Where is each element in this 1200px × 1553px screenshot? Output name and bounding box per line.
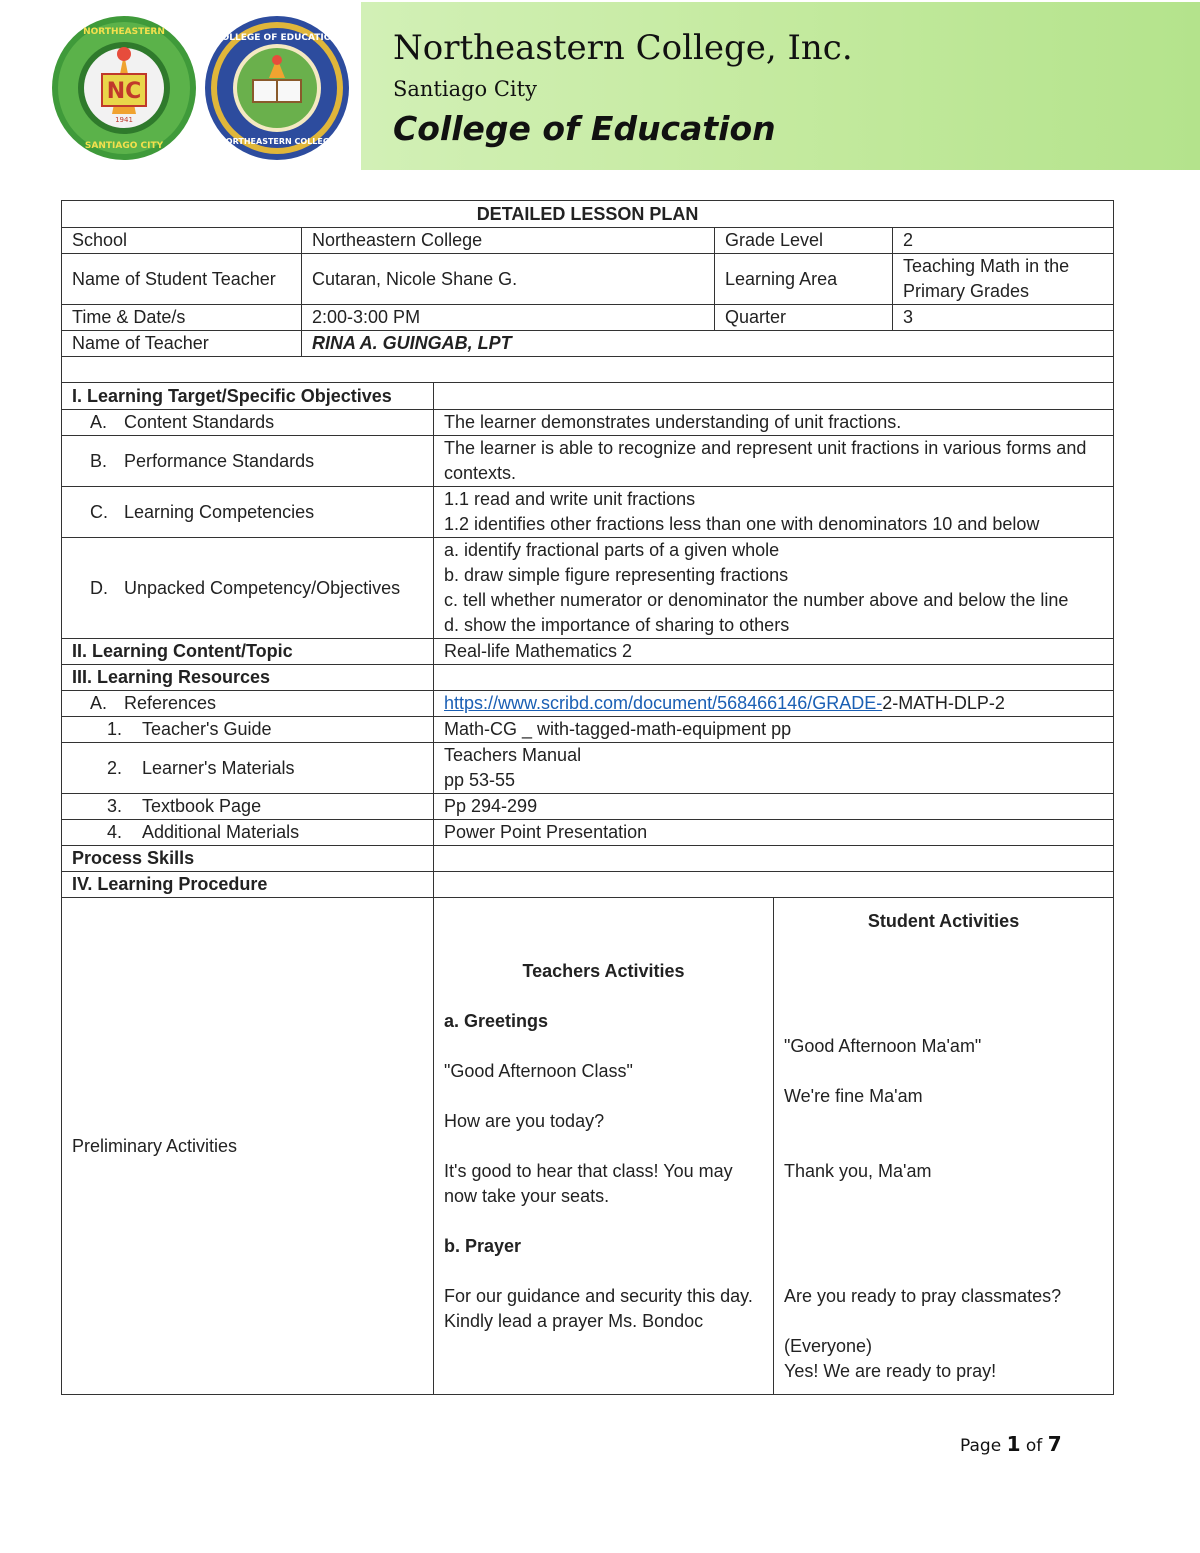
greetings-heading: a. Greetings (444, 1010, 549, 1031)
objective-line: c. tell whether numerator or denominator the number above and below the line (444, 590, 1069, 610)
student-activities-cell (774, 898, 1114, 1395)
learning-resources-heading: III. Learning Resources (62, 665, 434, 691)
svg-text:NORTHEASTERN COLLEGE: NORTHEASTERN COLLEGE (219, 137, 335, 146)
process-skills-heading: Process Skills (62, 846, 434, 872)
unpacked-competency-label (62, 538, 434, 639)
teacher-greeting: "Good Afternoon Class" (444, 1060, 633, 1081)
learning-resources-value (434, 665, 1114, 691)
additional-materials-value: Power Point Presentation (434, 820, 1114, 846)
references-link-rest: 2-MATH-DLP-2 (882, 693, 1005, 713)
learners-materials-line: pp 53-55 (444, 770, 516, 790)
performance-standards-label (62, 436, 434, 487)
learning-procedure-value (434, 872, 1114, 898)
unpacked-competency-row (62, 538, 1114, 639)
student-activities-heading: Student Activities (867, 910, 1020, 931)
teacher-response: It's good to hear that class! You may now take your seats. (444, 1160, 733, 1206)
teacher-activities-cell (434, 898, 774, 1395)
learning-procedure-row (62, 872, 1114, 898)
content-standards-value: The learner demonstrates understanding of unit fractions. (434, 410, 1114, 436)
blank-row (62, 357, 1114, 383)
references-row (62, 691, 1114, 717)
preliminary-activities-label: Preliminary Activities (62, 898, 434, 1395)
objective-line: d. show the importance of sharing to others (444, 615, 790, 635)
northeastern-college-seal-logo (50, 14, 198, 162)
learning-content-row (62, 639, 1114, 665)
time-value: 2:00-3:00 PM (302, 305, 715, 331)
content-standards-label (62, 410, 434, 436)
unpacked-competency-marker: D. (90, 577, 108, 598)
teachers-guide-marker: 1. (107, 719, 123, 739)
student-teacher-row (62, 254, 1114, 305)
time-label: Time & Date/s (62, 305, 302, 331)
page-number: 1 (1006, 1432, 1021, 1456)
school-value: Northeastern College (302, 228, 715, 254)
objective-line: a. identify fractional parts of a given whole (444, 540, 780, 560)
process-skills-row (62, 846, 1114, 872)
grade-level-value: 2 (893, 228, 1114, 254)
student-ready-answer: Yes! We are ready to pray! (784, 1360, 997, 1381)
lesson-plan-table (61, 200, 1114, 1395)
page-total: 7 (1047, 1432, 1062, 1456)
preliminary-activities-row (62, 898, 1114, 1395)
svg-text:SANTIAGO CITY: SANTIAGO CITY (84, 141, 164, 151)
unpacked-competency-value (434, 538, 1114, 639)
performance-standards-text: Performance Standards (124, 450, 315, 471)
additional-materials-label (62, 820, 434, 846)
textbook-page-row (62, 794, 1114, 820)
learning-procedure-heading: IV. Learning Procedure (62, 872, 434, 898)
competency-line: 1.1 read and write unit fractions (444, 489, 696, 509)
content-standards-marker: A. (90, 412, 108, 432)
quarter-value: 3 (893, 305, 1114, 331)
institution-city: Santiago City (393, 77, 537, 101)
teacher-prayer-request: For our guidance and security this day. Kindly lead a prayer Ms. Bondoc (444, 1285, 753, 1331)
textbook-page-value: Pp 294-299 (434, 794, 1114, 820)
svg-text:COLLEGE OF EDUCATION: COLLEGE OF EDUCATION (215, 33, 339, 43)
teachers-guide-text: Teacher's Guide (142, 719, 272, 739)
department-name: College of Education (393, 109, 776, 148)
teacher-activities-heading: Teachers Activities (522, 960, 685, 981)
learning-content-heading: II. Learning Content/Topic (62, 639, 434, 665)
page-footer (960, 1432, 1062, 1456)
of-word: of (1025, 1436, 1043, 1456)
content-standards-text: Content Standards (124, 412, 275, 432)
performance-standards-value: The learner is able to recognize and represent unit fractions in various forms and contexts. (434, 436, 1114, 487)
quarter-label: Quarter (715, 305, 893, 331)
learners-materials-row (62, 743, 1114, 794)
blank-cell (62, 357, 1114, 383)
content-standards-row (62, 410, 1114, 436)
teachers-guide-row (62, 717, 1114, 743)
school-row (62, 228, 1114, 254)
time-row (62, 305, 1114, 331)
student-fine: We're fine Ma'am (784, 1085, 923, 1106)
school-label: School (62, 228, 302, 254)
objectives-heading: I. Learning Target/Specific Objectives (62, 383, 434, 410)
institution-name: Northeastern College, Inc. (393, 28, 853, 68)
textbook-page-label (62, 794, 434, 820)
svg-text:NC: NC (106, 79, 142, 104)
teacher-row (62, 331, 1114, 357)
additional-materials-marker: 4. (107, 822, 123, 842)
student-teacher-label: Name of Student Teacher (62, 254, 302, 305)
teachers-guide-label (62, 717, 434, 743)
additional-materials-text: Additional Materials (142, 822, 300, 842)
learning-area-value: Teaching Math in the Primary Grades (893, 254, 1114, 305)
objectives-heading-value (434, 383, 1114, 410)
learning-competencies-label (62, 487, 434, 538)
learning-competencies-row (62, 487, 1114, 538)
learning-area-label: Learning Area (715, 254, 893, 305)
objective-line: b. draw simple figure representing fractions (444, 565, 789, 585)
learners-materials-label (62, 743, 434, 794)
grade-level-label: Grade Level (715, 228, 893, 254)
teachers-guide-value: Math-CG _ with-tagged-math-equipment pp (434, 717, 1114, 743)
learners-materials-text: Learner's Materials (142, 757, 295, 778)
additional-materials-row (62, 820, 1114, 846)
student-teacher-value: Cutaran, Nicole Shane G. (302, 254, 715, 305)
student-greeting: "Good Afternoon Ma'am" (784, 1035, 982, 1056)
objectives-heading-row (62, 383, 1114, 410)
page-word: Page (960, 1436, 1002, 1456)
learning-competencies-marker: C. (90, 501, 108, 522)
references-label (62, 691, 434, 717)
learning-competencies-text: Learning Competencies (124, 501, 315, 522)
learners-materials-value (434, 743, 1114, 794)
references-link[interactable]: https://www.scribd.com/document/568466146/GRADE- (444, 693, 883, 713)
student-ready-question: Are you ready to pray classmates? (784, 1285, 1062, 1306)
prayer-heading: b. Prayer (444, 1235, 522, 1256)
references-marker: A. (90, 693, 108, 713)
learners-materials-marker: 2. (107, 757, 123, 778)
learning-content-value: Real-life Mathematics 2 (434, 639, 1114, 665)
plan-title: DETAILED LESSON PLAN (62, 201, 1114, 228)
learners-materials-line: Teachers Manual (444, 745, 582, 765)
textbook-page-marker: 3. (107, 796, 123, 816)
teacher-question: How are you today? (444, 1110, 605, 1131)
title-row (62, 201, 1114, 228)
competency-line: 1.2 identifies other fractions less than one with denominators 10 and below (444, 514, 1040, 534)
learning-competencies-value (434, 487, 1114, 538)
references-text: References (124, 693, 217, 713)
textbook-page-text: Textbook Page (142, 796, 262, 816)
teacher-value: RINA A. GUINGAB, LPT (302, 331, 1114, 357)
performance-standards-marker: B. (90, 450, 108, 471)
college-of-education-seal-logo (203, 14, 351, 162)
references-value (434, 691, 1114, 717)
student-thanks: Thank you, Ma'am (784, 1160, 932, 1181)
process-skills-value (434, 846, 1114, 872)
svg-text:NORTHEASTERN: NORTHEASTERN (83, 27, 165, 37)
learning-resources-row (62, 665, 1114, 691)
unpacked-competency-text: Unpacked Competency/Objectives (124, 577, 401, 598)
teacher-label: Name of Teacher (62, 331, 302, 357)
student-everyone: (Everyone) (784, 1335, 873, 1356)
performance-standards-row (62, 436, 1114, 487)
svg-text:1941: 1941 (115, 116, 133, 124)
